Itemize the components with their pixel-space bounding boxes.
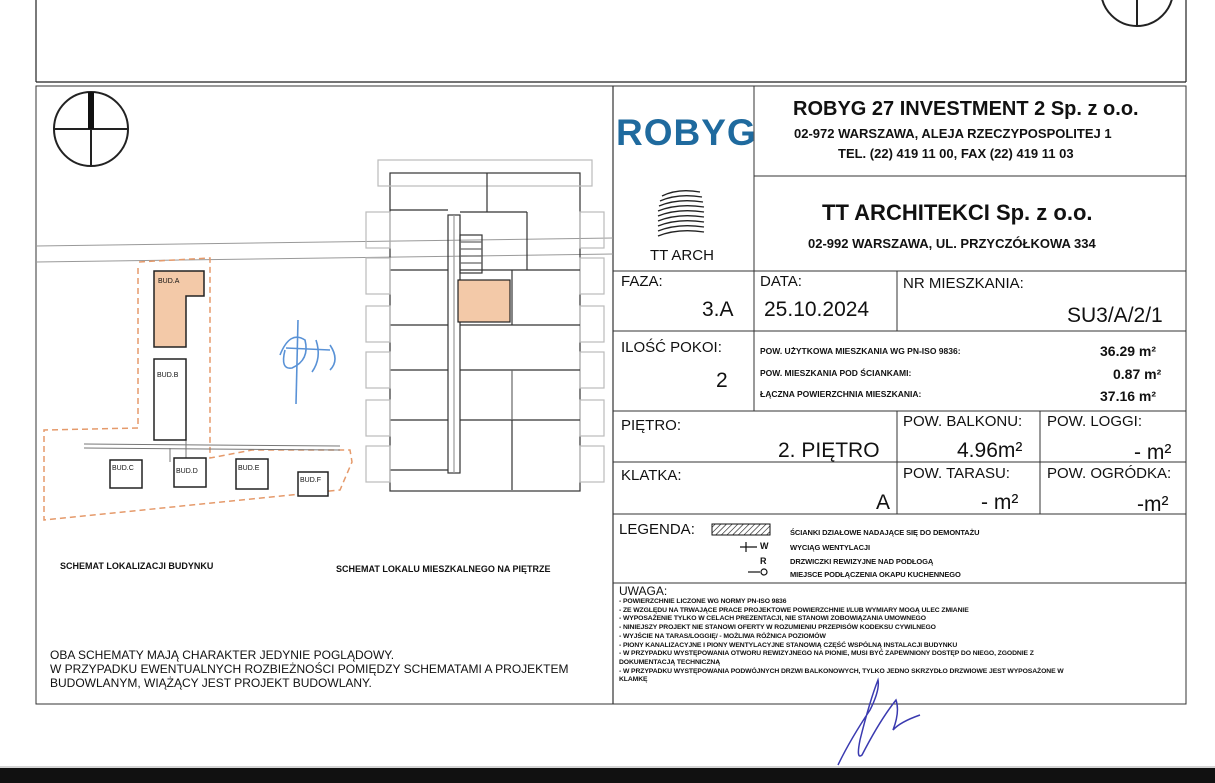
area-label: POW. MIESZKANIA POD ŚCIANKAMI: (760, 368, 912, 378)
taras-label: POW. TARASU: (903, 465, 1010, 482)
note-line: - ZE WZGLĘDU NA TRWAJĄCE PRACE PROJEKTOWE POWIERZCHNIE I/LUB WYMIARY MOGĄ ULEC ZMIANIE (619, 606, 969, 614)
highlighted-apartment (458, 280, 510, 322)
disclaimer (50, 648, 569, 690)
area-value: 36.29 m² (1100, 343, 1157, 359)
taras-value: - m² (981, 491, 1019, 514)
klatka-label: KLATKA: (621, 467, 682, 484)
balkon-value: 4.96m² (957, 439, 1023, 462)
developer-phone: TEL. (22) 419 11 00, FAX (22) 419 11 03 (838, 146, 1074, 161)
balkon-label: POW. BALKONU: (903, 413, 1023, 430)
note-line: - PIONY KANALIZACYJNE I PIONY WENTYLACYJNE STANOWIĄ CZĘŚĆ WSPÓLNĄ INSTALACJI BUDYNKU (619, 641, 958, 649)
floor-plan (366, 160, 604, 491)
building-label: BUD.A (158, 278, 180, 285)
note-line: - WYJŚCIE NA TARAS/LOGGIĘ/ - MOŻLIWA RÓŻNICA POZIOMÓW (619, 632, 826, 640)
compass-left-icon (54, 92, 128, 166)
faza-value: 3.A (702, 298, 734, 321)
site-plan (36, 238, 613, 520)
nr-mieszkania-label: NR MIESZKANIA: (903, 275, 1024, 292)
note-line: - POWIERZCHNIE LICZONE WG NORMY PN-ISO 9836 (619, 598, 787, 605)
note-line: DOKUMENTACJĄ TECHNICZNĄ (619, 658, 721, 666)
data-label: DATA: (760, 273, 802, 290)
architect-logo-text: TT ARCH (650, 247, 714, 264)
hatch-sample-icon (712, 524, 770, 535)
ogrodek-value: -m² (1137, 493, 1169, 516)
legend-title: LEGENDA: (619, 521, 695, 538)
ilosc-pokoi-label: ILOŚĆ POKOI: (621, 339, 722, 356)
stamp-scribble-icon (280, 320, 335, 404)
building-label: BUD.B (157, 372, 179, 379)
site-plan-caption: SCHEMAT LOKALIZACJI BUDYNKU (60, 561, 214, 571)
pietro-value: 2. PIĘTRO (778, 439, 880, 462)
loggi-value: - m² (1134, 441, 1172, 464)
note-line: - NINIEJSZY PROJEKT NIE STANOWI OFERTY W ROZUMIENIU PRZEPISÓW KODEKSU CYWILNEGO (619, 624, 936, 632)
note-line: - W PRZYPADKU WYSTĘPOWANIA PODWÓJNYCH DRZWI BALKONOWYCH, TYLKO JEDNO SKRZYDŁO DRZWIOWE JEST WYPOSAŻONE W (619, 667, 1064, 675)
signature-icon (838, 680, 920, 765)
architect-name: TT ARCHITEKCI Sp. z o.o. (822, 200, 1093, 225)
note-line: - W PRZYPADKU WYSTĘPOWANIA OTWORU REWIZYJNEGO NA PIONIE, MUSI BYĆ ZAPEWNIONY DOSTĘP DO NIEGO, ZGODNIE Z (619, 650, 1034, 658)
building-label: BUD.D (176, 468, 198, 475)
legend-symbol: W (760, 541, 769, 551)
area-label: ŁĄCZNA POWIERZCHNIA MIESZKANIA: (760, 389, 922, 399)
notes-title: UWAGA: (619, 584, 668, 598)
klatka-value: A (876, 491, 891, 514)
data-value: 25.10.2024 (764, 298, 870, 321)
building-label: BUD.F (300, 477, 321, 484)
note-line: - WYPOSAŻENIE TYLKO W CELACH PREZENTACJI, NIE STANOWI ZOBOWIĄZANIA UMOWNEGO (619, 615, 926, 623)
pietro-label: PIĘTRO: (621, 417, 682, 434)
legend-item-text: ŚCIANKI DZIAŁOWE NADAJĄCE SIĘ DO DEMONTAŻU (790, 528, 980, 537)
disclaimer-line: W PRZYPADKU EWENTUALNYCH ROZBIEŻNOŚCI POMIĘDZY SCHEMATAMI A PROJEKTEM (50, 662, 569, 676)
loggi-label: POW. LOGGI: (1047, 413, 1143, 430)
developer-address: 02-972 WARSZAWA, ALEJA RZECZYPOSPOLITEJ 1 (794, 126, 1112, 141)
disclaimer-line: OBA SCHEMATY MAJĄ CHARAKTER JEDYNIE POGLĄDOWY. (50, 648, 395, 662)
notes-list (619, 598, 1179, 685)
ilosc-pokoi-value: 2 (716, 369, 728, 392)
legend-item-text: MIEJSCE PODŁĄCZENIA OKAPU KUCHENNEGO (790, 570, 961, 579)
nr-mieszkania-value: SU3/A/2/1 (1067, 304, 1163, 327)
disclaimer-line: BUDOWLANYM, WIĄŻĄCY JEST PROJEKT BUDOWLANY. (50, 676, 372, 690)
tt-arch-logo-icon (658, 191, 704, 236)
area-label: POW. UŻYTKOWA MIESZKANIA WG PN-ISO 9836: (760, 346, 961, 356)
robyg-logo: ROBYG (616, 112, 757, 153)
architect-address: 02-992 WARSZAWA, UL. PRZYCZÓŁKOWA 334 (808, 236, 1096, 251)
building-label: BUD.E (238, 465, 260, 472)
area-value: 37.16 m² (1100, 388, 1157, 404)
developer-name: ROBYG 27 INVESTMENT 2 Sp. z o.o. (793, 98, 1139, 120)
legend-item-text: DRZWICZKI REWIZYJNE NAD PODŁOGĄ (790, 557, 934, 566)
legend-symbol: R (760, 556, 767, 566)
note-line: KLAMKĘ (619, 676, 648, 684)
faza-label: FAZA: (621, 273, 663, 290)
legend-item-text: WYCIĄG WENTYLACJI (790, 543, 870, 552)
floor-plan-caption: SCHEMAT LOKALU MIESZKALNEGO NA PIĘTRZE (336, 564, 551, 574)
compass-top-icon (1101, 0, 1173, 26)
building-label: BUD.C (112, 465, 134, 472)
area-value: 0.87 m² (1113, 366, 1162, 382)
ogrodek-label: POW. OGRÓDKA: (1047, 465, 1172, 482)
